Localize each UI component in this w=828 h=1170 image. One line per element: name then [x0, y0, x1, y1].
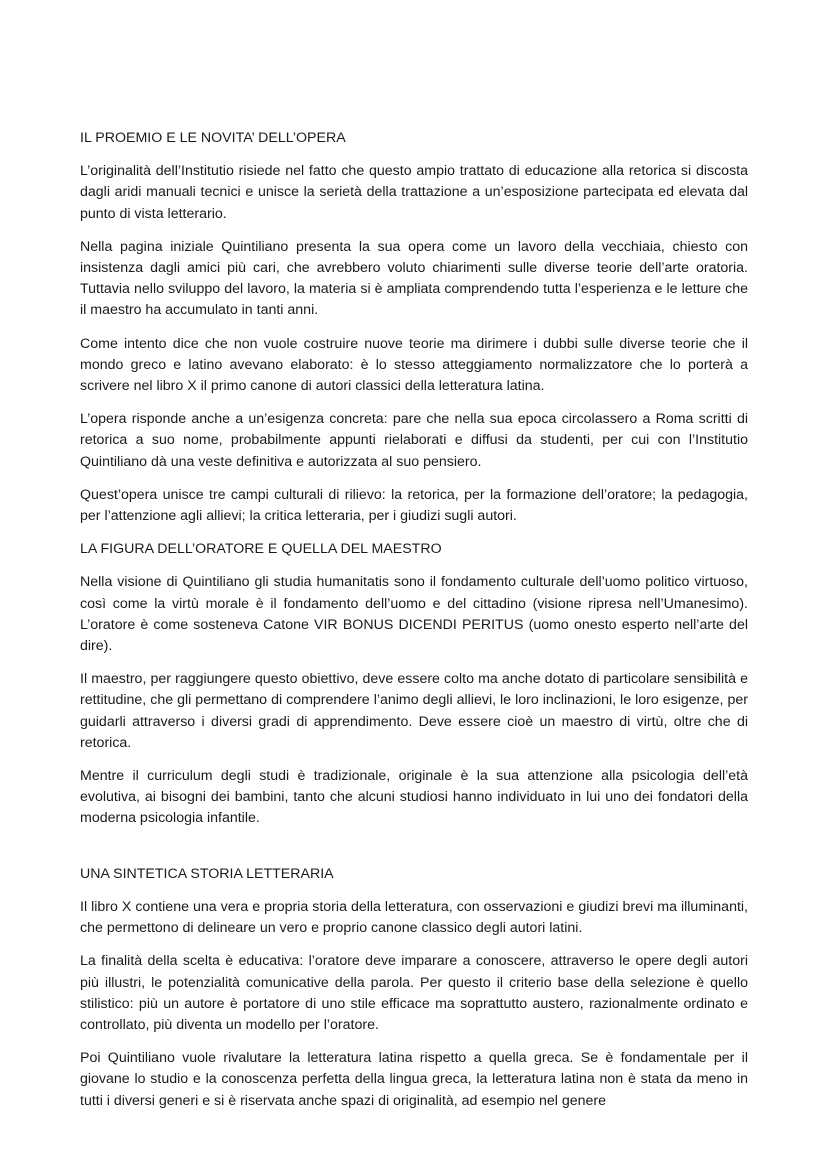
section-oratore-maestro [80, 539, 748, 829]
paragraph: La finalità della scelta è educativa: l’oratore deve imparare a conoscere, attraverso le opere degli autori più illustri, le potenzialità comunicative della parola. Per questo il criterio base della selezione è quello stilistico: più un autore è portatore di uno stile efficace ma soprattutto austero, razionalmente ordinato e controllato, più diventa un modello per l’oratore. [80, 953, 748, 1033]
paragraph: Quest’opera unisce tre campi culturali di rilievo: la retorica, per la formazione dell’oratore; la pedagogia, per l’attenzione agli allievi; la critica letteraria, per i giudizi sugli autori. [80, 486, 748, 525]
paragraph: Il maestro, per raggiungere questo obiettivo, deve essere colto ma anche dotato di particolare sensibilità e rettitudine, che gli permettano di comprendere l’animo degli allievi, le loro inclinazioni, le loro esigenze, per guidarli attraverso i diversi gradi di apprendimento. Deve essere cioè un maestro di virtù, oltre che di retorica. [80, 671, 748, 751]
section-storia-letteraria [80, 864, 748, 1112]
paragraph: L’opera risponde anche a un’esigenza concreta: pare che nella sua epoca circolassero a Roma scritti di retorica a suo nome, probabilmente appunti rielaborati e diffusi da studenti, per cui con l’Institutio Quintiliano dà una veste definitiva e autorizzata al suo pensiero. [80, 411, 748, 470]
paragraph: Poi Quintiliano vuole rivalutare la letteratura latina rispetto a quella greca. Se è fondamentale per il giovane lo studio e la conoscenza perfetta della lingua greca, la letteratura latina non è stata da meno in tutti i diversi generi e si è riservata anche spazi di originalità, ad esempio nel genere [80, 1050, 748, 1109]
paragraph: Mentre il curriculum degli studi è tradizionale, originale è la sua attenzione alla psicologia dell’età evolutiva, ai bisogni dei bambini, tanto che alcuni studiosi hanno individuato in lui uno dei fondatori della moderna psicologia infantile. [80, 768, 748, 827]
section-heading: UNA SINTETICA STORIA LETTERARIA [80, 865, 334, 882]
paragraph: L’originalità dell’Institutio risiede nel fatto che questo ampio trattato di educazione alla retorica si discosta dagli aridi manuali tecnici e unisce la serietà della trattazione a un’esposizione partecipata ed elevata dal punto di vista letterario. [80, 163, 748, 222]
section-spacer [80, 842, 748, 864]
section-heading: LA FIGURA DELL’ORATORE E QUELLA DEL MAESTRO [80, 541, 442, 558]
paragraph: Come intento dice che non vuole costruire nuove teorie ma dirimere i dubbi sulle diverse teorie che il mondo greco e latino avevano elaborato: è lo stesso atteggiamento normalizzatore che lo porterà a scrivere nel libro X il primo canone di autori classici della letteratura latina. [80, 335, 748, 395]
section-heading: IL PROEMIO E LE NOVITA’ DELL’OPERA [80, 130, 346, 146]
paragraph: Il libro X contiene una vera e propria storia della letteratura, con osservazioni e giudizi brevi ma illuminanti, che permettono di delineare un vero e proprio canone classico degli autori latini. [80, 898, 748, 937]
section-proemio [80, 128, 748, 527]
document-page [80, 128, 748, 1124]
paragraph: Nella visione di Quintiliano gli studia humanitatis sono il fondamento culturale dell’uomo politico virtuoso, così come la virtù morale è il fondamento dell’uomo e del cittadino (visione ripresa nell’Umanesimo). L’oratore è come sosteneva Catone VIR BONUS DICENDI PERITUS (uomo onesto esperto nell’arte del dire). [80, 574, 748, 655]
paragraph: Nella pagina iniziale Quintiliano presenta la sua opera come un lavoro della vecchiaia, chiesto con insistenza dagli amici più cari, che avrebbero voluto chiarimenti sulle diverse teorie dell’arte oratoria. Tuttavia nello sviluppo del lavoro, la materia si è ampliata comprendendo tutta l’esperienza e le letture che il maestro ha accumulato in tanti anni. [80, 238, 748, 319]
